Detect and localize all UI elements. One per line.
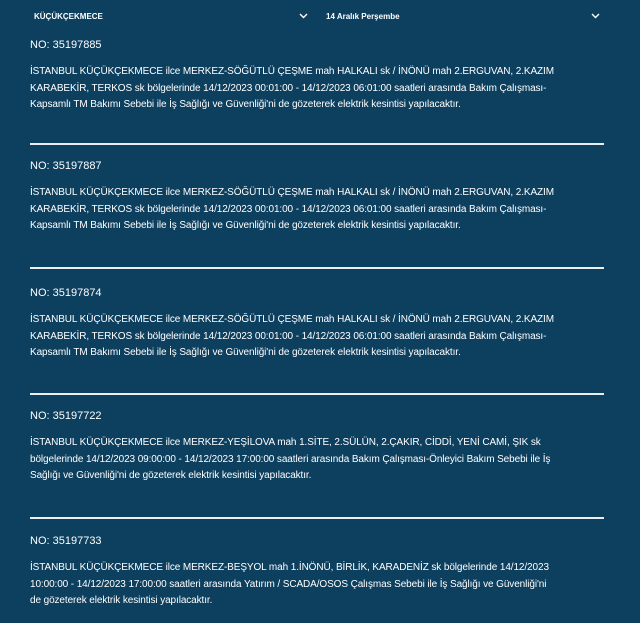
filter-bar <box>0 0 640 34</box>
record-description <box>30 312 606 362</box>
record-line: KARABEKİR, TERKOS sk bölgelerinde 14/12/2023 00:01:00 - 14/12/2023 06:01:00 saatleri arasında Bakım Çalışması- <box>30 203 547 215</box>
record-line: Kapsamlı TM Bakımı Sebebi ile İş Sağlığı ve Güvenliği'ni de gözeterek elektrik kesintisi yapılacaktır. <box>30 220 461 231</box>
record-line: Kapsamlı TM Bakımı Sebebi ile İş Sağlığı ve Güvenliği'ni de gözeterek elektrik kesintisi yapılacaktır. <box>30 99 461 110</box>
district-select[interactable] <box>28 6 316 26</box>
record-divider <box>30 143 604 145</box>
record-line: İSTANBUL KÜÇÜKÇEKMECE ilce MERKEZ-BEŞYOL mah 1.İNÖNÜ, BİRLİK, KARADENİZ sk bölgelerinde 14/12/2023 <box>30 562 549 573</box>
record-line: Kapsamlı TM Bakımı Sebebi ile İş Sağlığı ve Güvenliği'ni de gözeterek elektrik kesintisi yapılacaktır. <box>30 347 461 358</box>
date-select[interactable] <box>320 6 608 26</box>
record-description <box>30 435 606 485</box>
record-line: Sağlığı ve Güvenliği'ni de gözeterek elektrik kesintisi yapılacaktır. <box>30 470 312 481</box>
record-description <box>30 64 606 114</box>
chevron-down-icon <box>298 11 308 21</box>
record-description <box>30 560 606 610</box>
record-divider <box>30 393 604 395</box>
record-line: İSTANBUL KÜÇÜKÇEKMECE ilce MERKEZ-SÖĞÜTLÜ ÇEŞME mah HALKALI sk / İNÖNÜ mah 2.ERGUVAN, 2.KAZIM <box>30 314 554 325</box>
record-line: de gözeterek elektrik kesintisi yapılacaktır. <box>30 595 213 606</box>
date-select-value: 14 Aralık Perşembe <box>326 11 400 21</box>
record-number: NO: 35197887 <box>30 160 102 172</box>
record-number: NO: 35197885 <box>30 39 102 51</box>
record-number: NO: 35197722 <box>30 410 102 422</box>
record-line: İSTANBUL KÜÇÜKÇEKMECE ilce MERKEZ-SÖĞÜTLÜ ÇEŞME mah HALKALI sk / İNÖNÜ mah 2.ERGUVAN, 2.KAZIM <box>30 187 554 198</box>
record-divider <box>30 517 604 519</box>
record-line: KARABEKİR, TERKOS sk bölgelerinde 14/12/2023 00:01:00 - 14/12/2023 06:01:00 saatleri arasında Bakım Çalışması- <box>30 330 547 342</box>
record-line: İSTANBUL KÜÇÜKÇEKMECE ilce MERKEZ-YEŞİLOVA mah 1.SİTE, 2.SÜLÜN, 2.ÇAKIR, CİDDİ, YENİ CAMİ, ŞIK sk <box>30 437 541 448</box>
chevron-down-icon <box>590 11 600 21</box>
record-number: NO: 35197874 <box>30 287 102 299</box>
record-line: KARABEKİR, TERKOS sk bölgelerinde 14/12/2023 00:01:00 - 14/12/2023 06:01:00 saatleri arasında Bakım Çalışması- <box>30 82 547 94</box>
district-select-value: KÜÇÜKÇEKMECE <box>34 11 103 21</box>
record-number: NO: 35197733 <box>30 535 102 547</box>
record-line: İSTANBUL KÜÇÜKÇEKMECE ilce MERKEZ-SÖĞÜTLÜ ÇEŞME mah HALKALI sk / İNÖNÜ mah 2.ERGUVAN, 2.KAZIM <box>30 66 554 77</box>
record-line: 10:00:00 - 14/12/2023 17:00:00 saatleri arasında Yatırım / SCADA/OSOS Çalışmas Sebebi ile İş Sağlığı ve Güvenliği'ni <box>30 578 547 590</box>
record-line: bölgelerinde 14/12/2023 09:00:00 - 14/12/2023 17:00:00 saatleri arasında Bakım Çalışması-Önleyici Bakım Sebebi ile İş <box>30 453 551 465</box>
record-divider <box>30 267 604 269</box>
record-description <box>30 185 606 235</box>
